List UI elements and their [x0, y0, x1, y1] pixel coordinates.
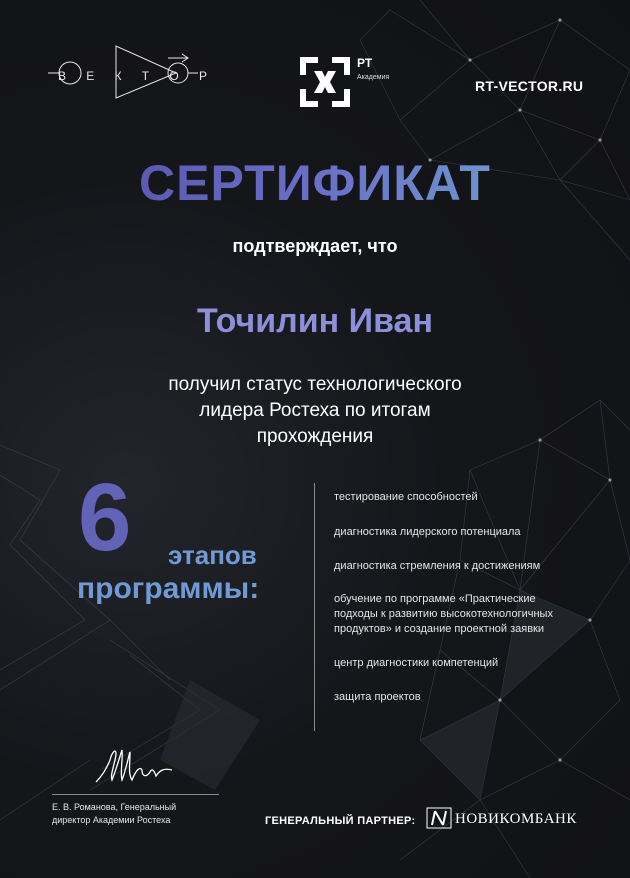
novikombank-logo-icon — [426, 807, 452, 829]
bank-name: НОВИКОМБАНК — [455, 811, 577, 827]
signature-line — [52, 794, 219, 795]
stage-text: диагностика стремления к достижениям — [334, 560, 541, 572]
status-line: лидера Ростеха по итогам — [199, 400, 431, 421]
vektor-letter: Т — [141, 69, 151, 83]
stage-item — [334, 559, 584, 574]
stage-text: тестирование способностей — [334, 491, 478, 503]
stage-count: 6 — [78, 464, 132, 571]
vektor-letter: О — [169, 69, 180, 83]
stage-item — [334, 690, 584, 705]
signature-icon — [92, 740, 182, 790]
stage-divider — [314, 483, 315, 731]
status-line: получил статус технологического — [168, 374, 462, 395]
general-partner-label: ГЕНЕРАЛЬНЫЙ ПАРТНЕР: — [265, 815, 416, 827]
stage-item — [334, 592, 584, 637]
stages-word: этапов — [168, 540, 257, 570]
vektor-letter: К — [114, 69, 123, 83]
stage-item — [334, 490, 584, 505]
signer-caption — [52, 801, 176, 827]
recipient-name: Точилин Иван — [196, 302, 433, 340]
vektor-letter: В — [58, 69, 68, 83]
status-line: прохождения — [256, 426, 374, 447]
rt-academy-logo-icon — [300, 57, 350, 107]
stage-text: центр диагностики компетенций — [334, 657, 499, 669]
confirms-text: подтверждает, что — [232, 236, 398, 256]
rt-logo-title: РТ — [357, 56, 373, 70]
stage-text: подходы к развитию высокотехнологичных — [334, 608, 553, 620]
stage-text: защита проектов — [334, 691, 421, 703]
certificate-title: СЕРТИФИКАТ — [0, 154, 630, 212]
status-text — [90, 372, 540, 450]
program-word: программы: — [77, 572, 260, 605]
signer-line: директор Академии Ростеха — [52, 815, 171, 825]
stage-item — [334, 656, 584, 671]
stage-text: диагностика лидерского потенциала — [334, 526, 521, 538]
stage-list — [334, 490, 584, 705]
rt-logo-subtitle: Академия — [357, 74, 390, 81]
stage-text: обучение по программе «Практические — [334, 593, 536, 605]
stage-text: продуктов» и создание проектной заявки — [334, 623, 544, 635]
vektor-letter: Р — [198, 69, 208, 83]
signer-line: Е. В. Романова, Генеральный — [52, 802, 177, 812]
vektor-letter: Е — [86, 69, 96, 83]
stage-item — [334, 525, 584, 540]
website-url: RT-VECTOR.RU — [475, 78, 584, 94]
vektor-logo-letters — [58, 69, 208, 83]
